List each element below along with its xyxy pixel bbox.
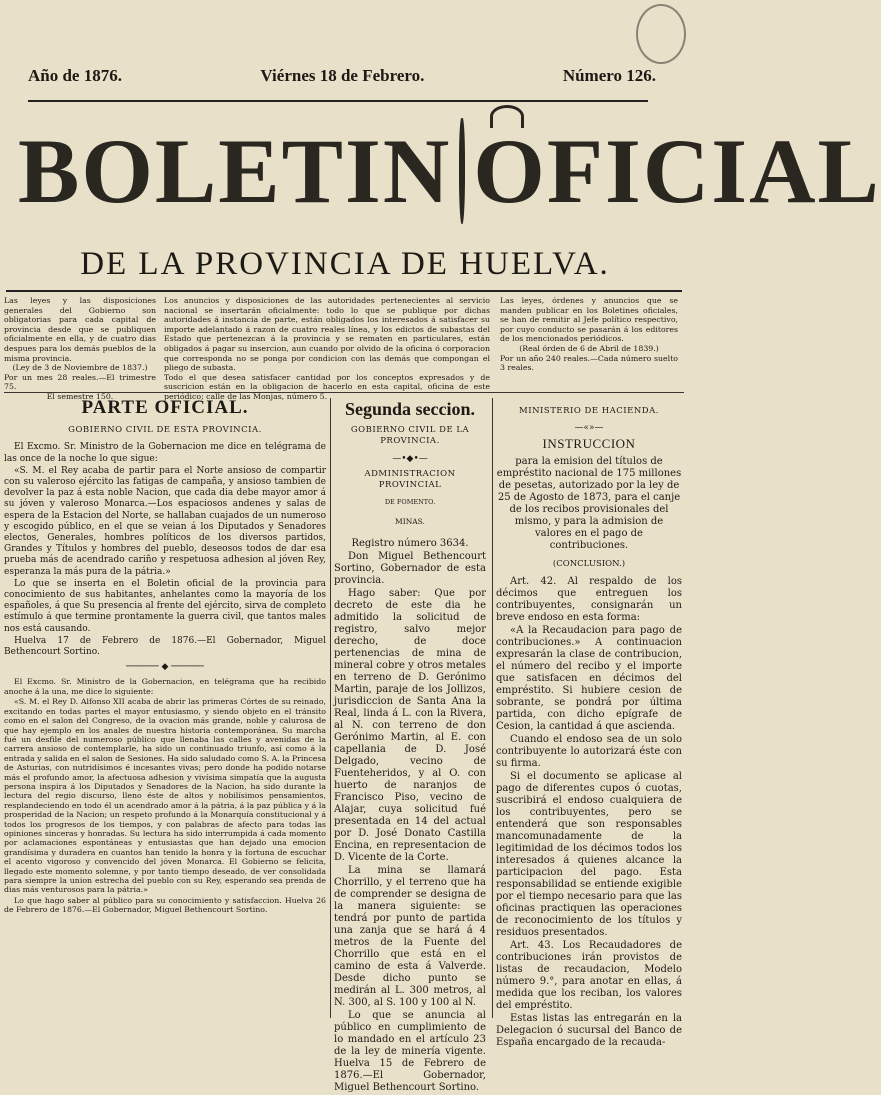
col2-gobierno-heading: GOBIERNO CIVIL DE LA PROVINCIA. [350,425,470,447]
col3-divider-1: —«»— [574,423,604,434]
col3-art43: Art. 43. Los Recaudadores de contribuciones irán provistos de listas de recaudacion, Modelo número 9.°, para anotar en ellas, á medida que los reciban, los valores del empréstito. [496,939,682,1011]
col1-paragraph-2: «S. M. el Rey acaba de partir para el Norte ansioso de compartir con su valeroso ejército las fatigas de campaña, y ansioso tambien de devolver la paz á esta noble Nacion, que cada dia debe mayor amor á su jóven y valeroso Monarca.—Los espaciosos andenes y salas de espera de la Estacion del Norte, se hallaban cuajados de un numeroso y escogido público, en el que se veian á los Diputados y Senadores electos, Generales, hombres políticos de los diversos partidos, Grandes y Títulos y hombres del pueblo, deseosos todos de dar esa prueba más de acendrado cariño y respetuosa adhesion al jóven Rey, esperanza la más pura de la pátria.» [4,465,326,577]
col3-intro: para la emision del títulos de empréstito nacional de 175 millones de pesetas, autorizado por la ley de 25 de Agosto de 1873, para el canje de los recibos provisionales del mismo, y para la admision de valores en el pago de contribuciones. [496,455,682,551]
col1-paragraph-6: «S. M. el Rey D. Alfonso XII acaba de abrir las primeras Córtes de su reinado, excitando en todas partes el mayor entusiasmo, y siendo objeto en el tránsito como en el salon del Congreso, de la ovacion más grande, noble y calurosa de que hay ejemplo en los anales de nuestra historia contemporánea. Su marcha fué un desfile del numeroso público que llenaba las calles y avenidas de la carrera ansioso de contemplarle, ha sido un continuado triunfo, así como á la entrada y salida en el salon de Sesiones. Ha sido saludado como S. A. la Princesa de Asturias, con nutridísimos é incesantes vivas; pero donde ha podido notarse más el profundo amor, la afectuosa adhesion y vivísima simpatía que la augusta persona inspira á los Diputados y Senadores de la Nacion, ha sido durante la lectura del regio discurso, lleno éste de altos y nobilísimos pensamientos, resplandeciendo en todo él un acendrado amor á la pátria, á la paz pública y á la prosperidad de la Nacion; un respeto profundo á la Monarquía constitucional y á todos los progresos de los tiempos, y con palabras de afecto para todas las opiniones sinceras y honradas. Su lectura ha sido interrumpida á cada momento por aclamaciones espontáneas y entusiastas que han dejado una emocion grandísima y duradera en cuantos han tenido la honra y la fortuna de escuchar el acento vigoroso y convencido del jóven Monarca. El Gobierno se felicita, llegado este momento solemne, y por tanto tiempo deseado, de ver consolidada para siempre la union estrecha del pueblo con su Rey, esperando sea prenda de dias más venturosos para la pátria.» [4,697,326,895]
masthead [18,112,881,230]
column-divider-2 [492,398,493,1018]
col1-divider: ────── ◆ ────── [126,662,204,673]
col2-paragraph-4: Lo que se anuncia al público en cumplimiento de lo mandado en el artículo 23 de la ley de minería vigente. Huelva 15 de Febrero de 1876.—El Gobernador, Miguel Bethencourt Sortino. [334,1009,486,1093]
col1-paragraph-1: El Excmo. Sr. Ministro de la Gobernacion me dice en telégrama de las once de la noche lo que sigue: [4,442,326,464]
col2-admin-heading: ADMINISTRACION PROVINCIAL [364,468,456,491]
notice-center-text2: Todo el que desea satisfacer cantidad por los conceptos expresados y de suscricion están en la obligacion de hacerlo en esta capital, oficina de este periódico; calle de las Monjas, número 5. [164,372,490,401]
notice-center [164,296,490,402]
library-stamp [636,4,686,64]
column-parte-oficial [4,396,326,916]
col2-fomento-heading: DE FOMENTO. [384,498,436,507]
notice-center-text: Los anuncios y disposiciones de las autoridades pertenecientes al servicio nacional se insertarán oficialmente: todo lo que se publique por dichas autoridades á instancia de parte, están obligados los interesados á satisfacer su importe adelantado á razon de cuatro reales línea, y los edictos de subastas del Estado que pertenezcan á la provincia y se rematen en particulares, están obligados á pagar su insercion, aun cuando por olvido de la oficina ó corporacion que corresponda no se ponga por condicion con las demás que compongan el pliego de subasta. [164,296,490,373]
issue-date: Viérnes 18 de Febrero. [260,66,425,85]
col3-art42d: Si el documento se aplicase al pago de diferentes cupos ó cuotas, suscribirá el endoso cualquiera de los contribuyentes, pero se entenderá que son responsables mancomunadamente de la legitimidad de los décimos todos los interesados á quienes alcance la participacion del pago. Esta responsabilidad se entiende exigible por el tiempo necesario para que las oficinas practiquen las operaciones de reconocimiento de los títulos y residuos presentados. [496,770,682,938]
col3-art42b: «A la Recaudacion para pago de contribuciones.» A continuacion expresarán la clase de contribucion, el número del recibo y el importe que satisfacen en décimos del empréstito. Si hubiere cesion de sobrante, se pondrá por última partida, con dicho epígrafe de Cesion, la cantidad á que ascienda. [496,624,682,732]
ministerio-hacienda-heading: MINISTERIO DE HACIENDA. [519,406,659,416]
col3-conclusion: (CONCLUSION.) [552,558,626,569]
col3-art43b: Estas listas las entregarán en la Delegacion ó sucursal del Banco de España encargado de la recauda- [496,1012,682,1048]
col2-minas-heading: MINAS. [395,517,425,527]
column-segunda-seccion [334,396,486,1095]
subtitle-rule [6,290,682,292]
header-rule [28,100,648,102]
notice-left-law: (Ley de 3 de Noviembre de 1837.) [12,363,148,373]
col1-paragraph-5: El Excmo. Sr. Ministro de la Gobernacion, en telégrama que ha recibido anoche á la una, me dice lo siguiente: [4,677,326,696]
notice-right-price: Por un año 240 reales.—Cada número suelto 3 reales. [500,353,678,373]
notice-right-order: (Real órden de 6 de Abril de 1839.) [519,343,659,353]
col2-paragraph-3: La mina se llamará Chorrillo, y el terreno que ha de comprender se designa de la manera siguiente: se tendrá por punto de partida una zanja que se hará á 4 metros de la Fuente del Chorrillo que está en el camino de esta á Valverde. Desde dicho punto se medirán al L. 300 metros, al N. 300, al S. 100 y 100 al N. [334,864,486,1008]
notice-right [500,296,678,373]
col2-registro: Registro número 3634. [351,537,469,549]
notice-left-semester: El semestre 150. [46,391,114,401]
notice-left-price: Por un mes 28 reales.—El trimestre 75. [4,372,156,392]
publication-subtitle: DE LA PROVINCIA DE HUELVA. [80,246,610,282]
masthead-right-word: OFICIAL [473,120,881,222]
parte-oficial-heading: PARTE OFICIAL. [81,397,249,418]
masthead-left-word: BOLETIN [18,120,452,222]
column-divider-1 [330,398,331,1018]
col1-paragraph-3: Lo que se inserta en el Boletin oficial de la provincia para conocimiento de sus habitantes, anhelantes como la mayoría de los españoles, á que Su presencia al frente del ejército, sirva de completo estímulo á que termine prontamente la guerra civil, que tantos males nos está causando. [4,578,326,634]
col3-art42: Art. 42. Al respaldo de los décimos que entreguen los contribuyentes, consignarán un breve endoso en esta forma: [496,575,682,623]
notice-left-text: Las leyes y las disposiciones generales del Gobierno son obligatorias para cada capital de provincia desde que se publiquen oficialmente en ella, y de cuatro dias despues para los demás pueblos de la misma provincia. [4,296,156,363]
notice-left [4,296,156,402]
instruccion-heading: INSTRUCCION [542,436,636,452]
coat-of-arms-icon [459,118,465,224]
col2-divider-1: —•◆•— [392,453,428,464]
issue-number: Número 126. [562,66,656,85]
col1-paragraph-7: Lo que hago saber al público para su conocimiento y satisfaccion. Huelva 26 de Febrero de 1876.—El Gobernador, Miguel Bethencourt Sortino. [4,895,326,915]
notice-right-text: Las leyes, órdenes y anuncios que se manden publicar en los Boletines oficiales, se han de remitir al Jefe político respectivo, por cuyo conducto se pasarán á los editores de los mencionados periódicos. [500,296,678,344]
gobierno-civil-heading: GOBIERNO CIVIL DE ESTA PROVINCIA. [68,425,262,436]
segunda-seccion-heading: Segunda seccion. [344,399,476,419]
col1-paragraph-4: Huelva 17 de Febrero de 1876.—El Gobernador, Miguel Bethencourt Sortino. [4,635,326,658]
col3-art42c: Cuando el endoso sea de un solo contribuyente lo autorizará éste con su firma. [496,733,682,769]
column-hacienda [496,396,682,1050]
notices-bottom-rule [4,392,684,393]
issue-year: Año de 1876. [28,66,122,85]
col2-paragraph-1: Don Miguel Bethencourt Sortino, Gobernador de esta provincia. [334,550,486,586]
col2-paragraph-2: Hago saber: Que por decreto de este dia he admitido la solicitud de registro, salvo mejor derecho, de doce pertenencias de mina de mineral cobre y otros metales en terreno de D. Gerónimo Martin, paraje de los Jollizos, jurisdiccion de Santa Ana la Real, linda á L. con la Rivera, al N. con terreno de don Gerónimo Martin, al E. con capellania de D. José Delgado, vecino de Fuenteheridos, y al O. con huerto de naranjos de Francisco Piso, vecino de Alajar, cuya solicitud fué presentada en 14 del actual por D. José Donato Castilla Encina, en representacion de D. Vicente de la Corte. [334,587,486,863]
